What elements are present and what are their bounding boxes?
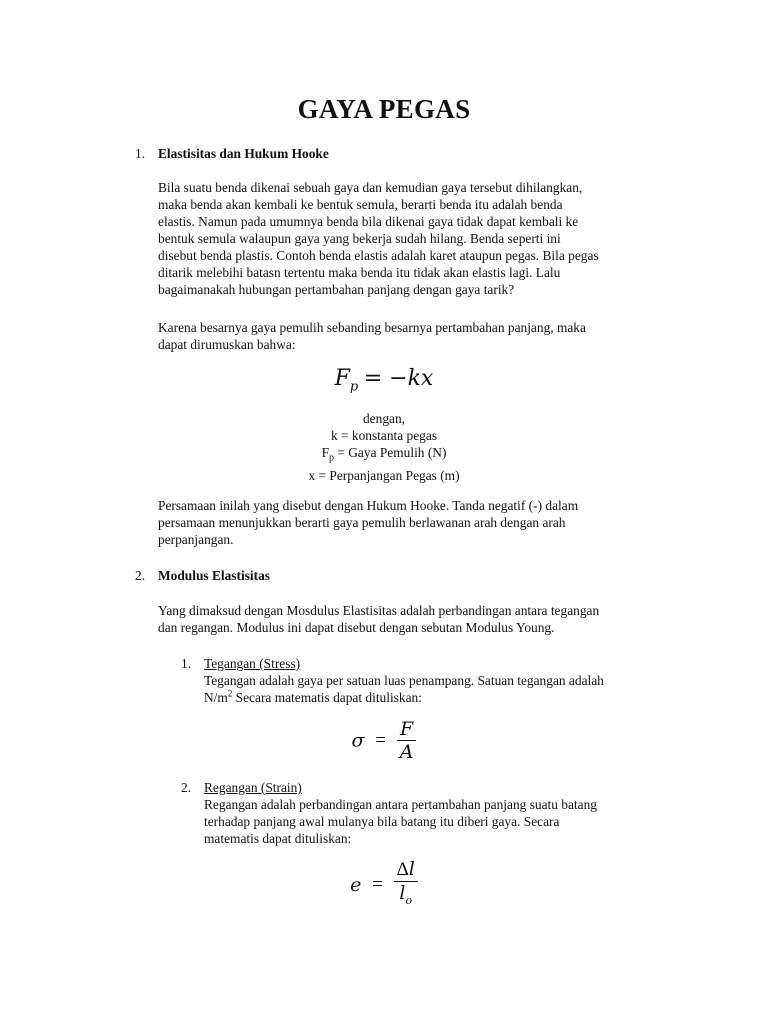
section-1-paragraph-1 (158, 179, 658, 298)
text-line: ditarik melebihi batasn tertentu maka benda itu tidak akan elastis lagi. Lalu (158, 265, 561, 280)
formula-lhs: F (334, 366, 350, 391)
definition-k: k = konstanta pegas (330, 428, 438, 443)
subitem-tegangan (204, 655, 674, 706)
text-line: dan regangan. Modulus ini dapat disebut dengan sebutan Modulus Young. (158, 620, 555, 635)
strain-equals: = (372, 873, 383, 895)
text-line: Regangan adalah perbandingan antara pertambahan panjang suatu batang (204, 797, 597, 812)
unit-line (204, 689, 674, 706)
text-line: perpanjangan. (158, 532, 234, 547)
definition-fp-symbol: F (321, 445, 330, 460)
text-line: dapat dirumuskan bahwa: (158, 337, 296, 352)
text-line: matematis dapat dituliskan: (204, 831, 352, 846)
text-line: disebut benda plastis. Contoh benda elastis adalah karet ataupun pegas. Bila pegas (158, 248, 599, 263)
text-line: Persamaan inilah yang disebut dengan Hukum Hooke. Tanda negatif (-) dalam (158, 498, 579, 513)
section-1-paragraph-3 (158, 497, 658, 548)
section-1-paragraph-2 (158, 319, 658, 353)
definition-x: x = Perpanjangan Pegas (m) (308, 467, 460, 483)
formula-rhs: = −kx (363, 366, 434, 391)
strain-formula (0, 858, 768, 912)
stress-numerator: F (400, 718, 414, 740)
text-line: terhadap panjang awal mulanya bila batang itu diberi gaya. Secara (204, 814, 560, 829)
text-line: maka benda akan kembali ke bentuk semula, berarti benda itu adalah benda (158, 197, 563, 212)
text-line: bagaimanakah hubungan pertambahan panjang dengan gaya tarik? (158, 282, 515, 297)
strain-numerator-var: l (408, 858, 415, 880)
subitem-regangan (204, 779, 674, 847)
strain-fraction (394, 858, 418, 912)
stress-equals: = (375, 729, 386, 751)
stress-lhs: σ (351, 729, 365, 752)
stress-formula (0, 718, 768, 763)
formula-lhs-subscript: p (349, 379, 359, 395)
delta-symbol: Δ (396, 859, 409, 880)
definition-fp (0, 444, 768, 467)
section-2-paragraph-1 (158, 602, 658, 636)
section-1-heading: Elastisitas dan Hukum Hooke (158, 146, 329, 161)
subitem-regangan-heading: Regangan (Strain) (204, 780, 302, 795)
unit-line-text: Secara matematis dapat dituliskan: (232, 690, 422, 705)
section-2-heading: Modulus Elastisitas (158, 568, 270, 583)
unit-text: N/m (204, 690, 228, 705)
stress-denominator: A (397, 740, 417, 763)
text-line: Bila suatu benda dikenai sebuah gaya dan kemudian gaya tersebut dihilangkan, (158, 180, 583, 195)
text-line: elastis. Namun pada umumnya benda bila dikenai gaya tidak dapat kembali ke (158, 214, 579, 229)
strain-denominator-subscript: o (405, 893, 413, 907)
section-1-number: 1. (135, 146, 146, 161)
definitions (0, 410, 768, 484)
page-title: GAYA PEGAS (297, 94, 471, 124)
strain-denominator-var: l (399, 882, 406, 904)
text-line: bentuk semula walaupun gaya yang bekerja sudah hilang. Benda seperti ini (158, 231, 561, 246)
subitem-tegangan-heading: Tegangan (Stress) (204, 656, 301, 671)
text-line: Yang dimaksud dengan Mosdulus Elastisitas adalah perbandingan antara tegangan (158, 603, 600, 618)
text-line: Karena besarnya gaya pemulih sebanding besarnya pertambahan panjang, maka (158, 320, 586, 335)
subitem-2-number: 2. (181, 780, 192, 795)
unit-superscript: 2 (227, 688, 233, 699)
text-line: persamaan menunjukkan berarti gaya pemulih berlawanan arah dengan arah (158, 515, 566, 530)
hooke-formula (0, 364, 768, 401)
strain-denominator (394, 881, 418, 912)
stress-fraction (397, 718, 417, 763)
definition-fp-text: = Gaya Pemulih (N) (334, 445, 447, 460)
definition-fp-subscript: p (329, 452, 335, 464)
section-2-number: 2. (135, 568, 146, 583)
strain-lhs: e (350, 873, 362, 896)
subitem-1-number: 1. (181, 656, 192, 671)
definitions-intro: dengan, (362, 411, 406, 426)
text-line: Tegangan adalah gaya per satuan luas penampang. Satuan tegangan adalah (204, 673, 604, 688)
strain-numerator (394, 858, 418, 881)
